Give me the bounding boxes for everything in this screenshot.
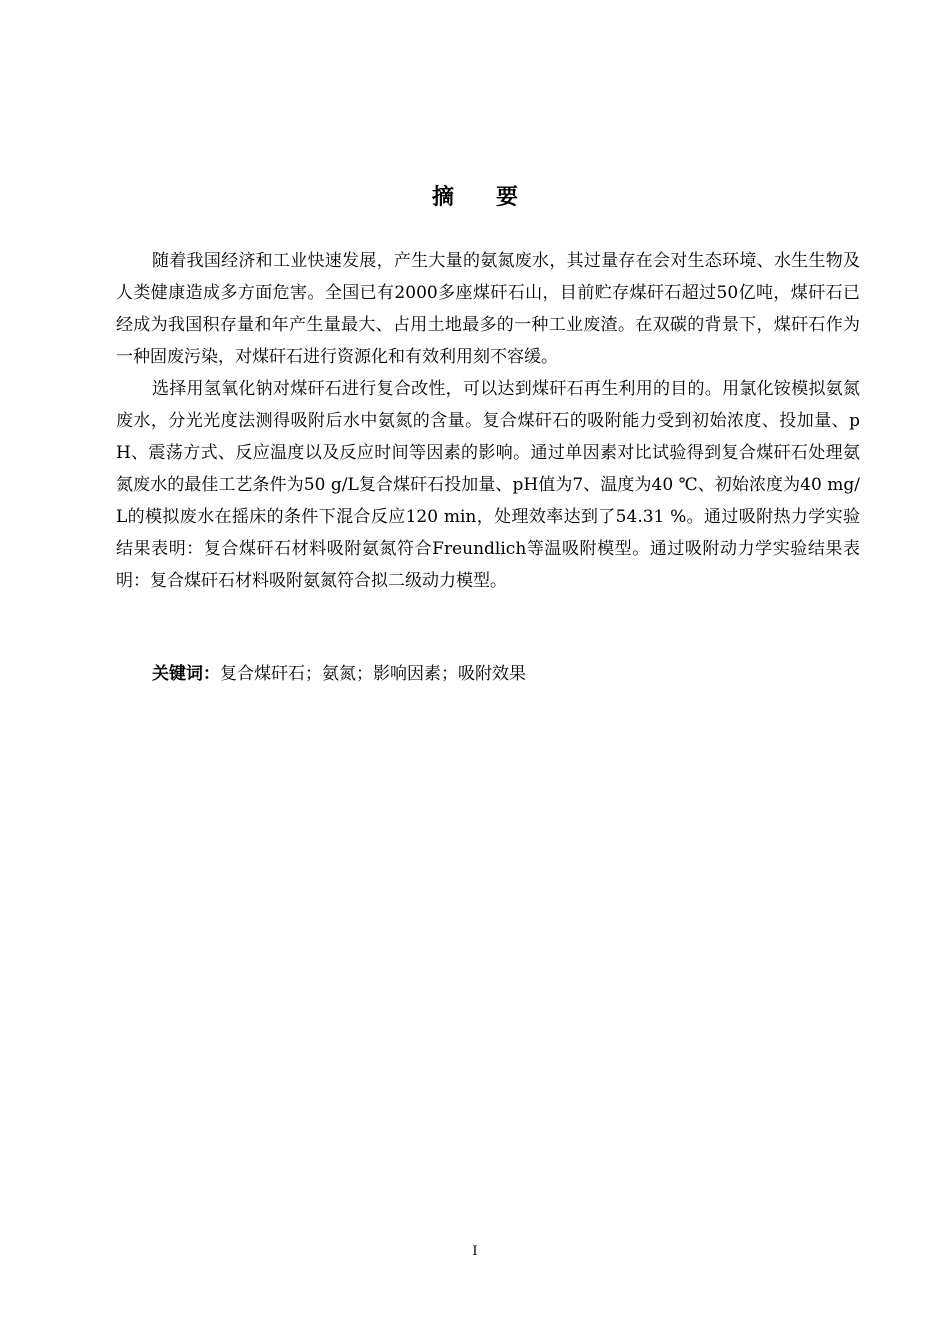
abstract-body bbox=[116, 245, 860, 597]
keywords-label: 关键词： bbox=[152, 664, 220, 684]
abstract-title-char-1: 摘 bbox=[431, 184, 454, 210]
abstract-paragraph-1: 随着我国经济和工业快速发展，产生大量的氨氮废水，其过量存在会对生态环境、水生生物及人类健康造成多方面危害。全国已有2000多座煤矸石山，目前贮存煤矸石超过50亿吨，煤矸石已经成为我国积存量和年产生量最大、占用土地最多的一种工业废渣。在双碳的背景下，煤矸石作为一种固废污染，对煤矸石进行资源化和有效利用刻不容缓。 bbox=[116, 251, 860, 367]
abstract-title bbox=[0, 180, 950, 211]
keywords-text: 复合煤矸石；氨氮；影响因素；吸附效果 bbox=[220, 664, 526, 684]
page-number: I bbox=[472, 1244, 478, 1259]
keywords-line bbox=[152, 660, 860, 688]
abstract-title-char-2: 要 bbox=[496, 184, 519, 210]
abstract-paragraph-2: 选择用氢氧化钠对煤矸石进行复合改性，可以达到煤矸石再生利用的目的。用氯化铵模拟氨氮废水，分光光度法测得吸附后水中氨氮的含量。复合煤矸石的吸附能力受到初始浓度、投加量、pH、震荡方式、反应温度以及反应时间等因素的影响。通过单因素对比试验得到复合煤矸石处理氨氮废水的最佳工艺条件为50 g/L复合煤矸石投加量、pH值为7、温度为40 ℃、初始浓度为40 mg/L的模拟废水在摇床的条件下混合反应120 min，处理效率达到了54.31 %。通过吸附热力学实验结果表明：复合煤矸石材料吸附氨氮符合Freundlich等温吸附模型。通过吸附动力学实验结果表明：复合煤矸石材料吸附氨氮符合拟二级动力模型。 bbox=[116, 379, 860, 591]
